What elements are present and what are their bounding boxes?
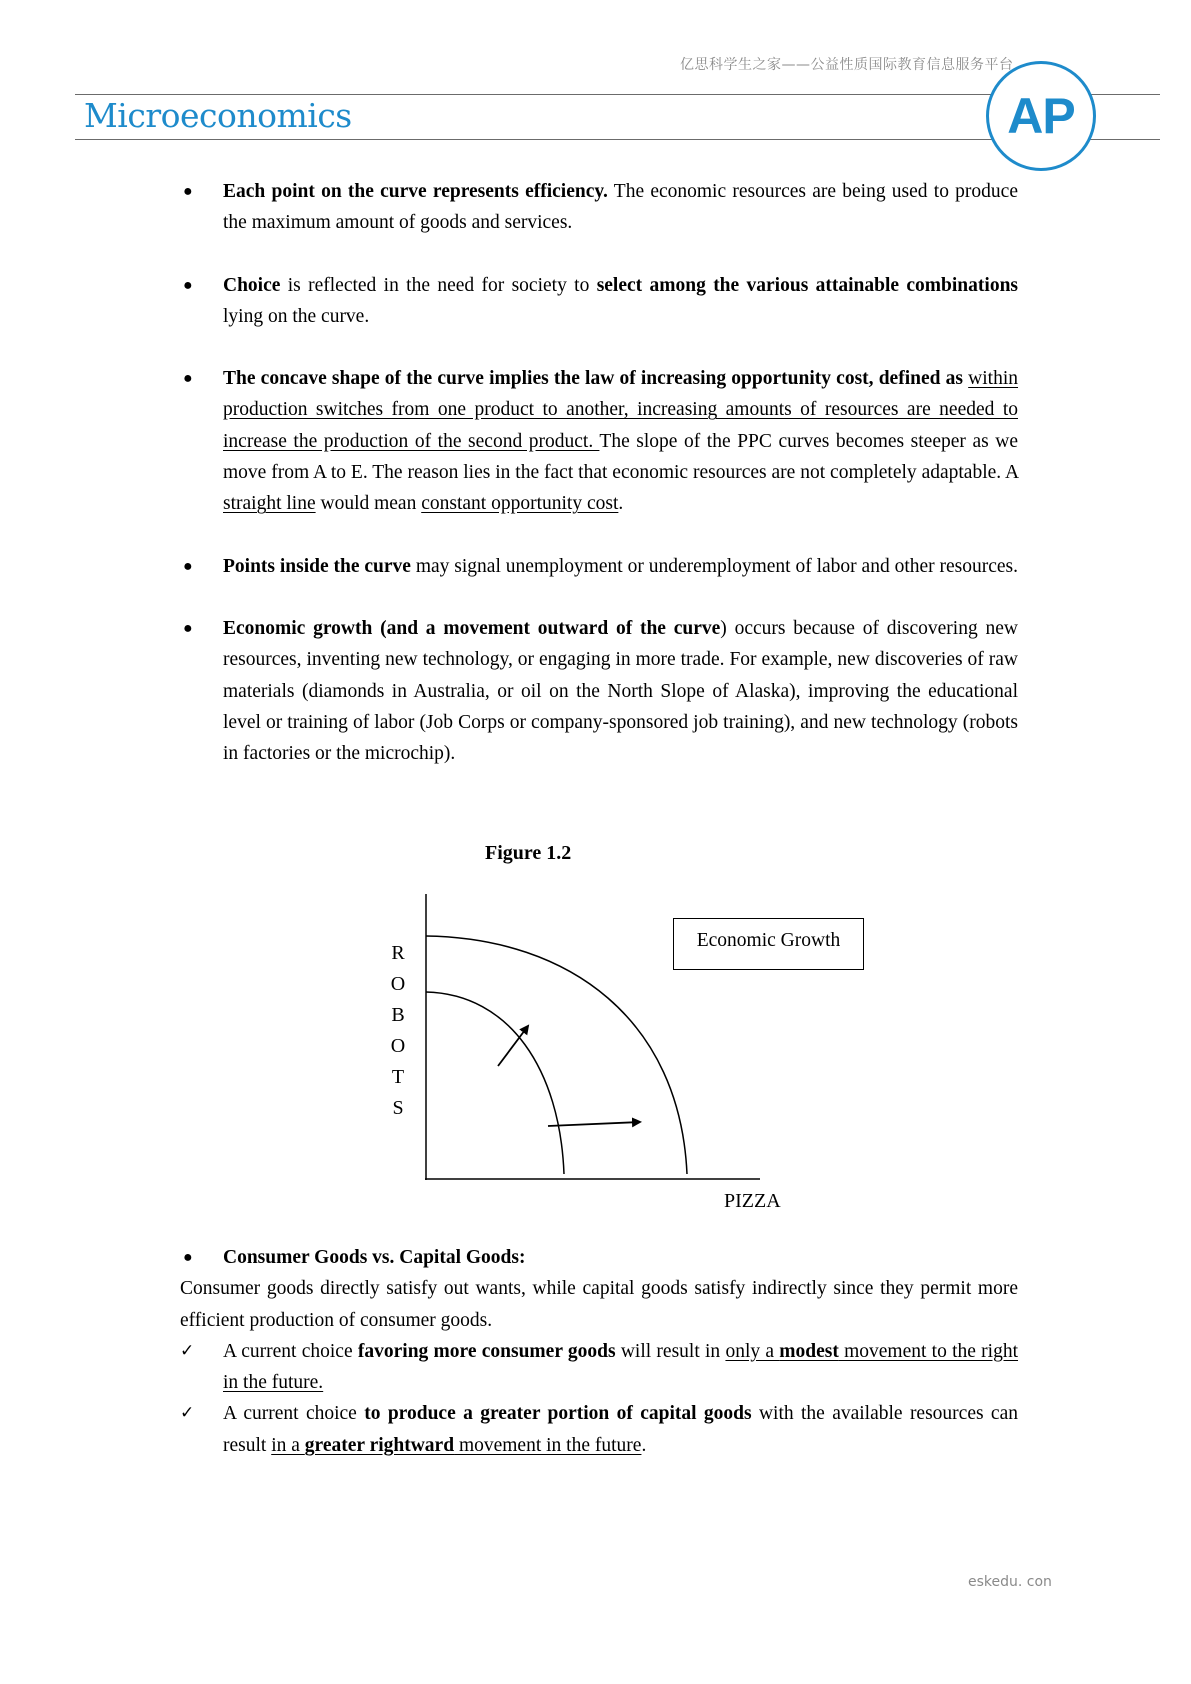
body-text: is reflected in the need for society to	[280, 274, 597, 296]
checkmark-icon: ✓	[180, 1403, 195, 1424]
section-heading-item	[180, 1242, 1018, 1273]
underlined-bold-text	[779, 1341, 839, 1362]
page-title: Microeconomics	[84, 96, 352, 135]
underlined-text: within production switches from one product to another, increasing amounts of resources are needed to increase the production of the second product.	[223, 368, 1019, 452]
section-heading: Consumer Goods vs. Capital Goods:	[223, 1247, 526, 1268]
body-text: The economic resources are being used to produce the maximum amount of goods and services.	[223, 181, 1018, 234]
bullet-icon: ●	[183, 276, 193, 294]
underlined-text: in a	[271, 1434, 305, 1456]
underlined-text: only a	[725, 1340, 780, 1362]
legend-label: Economic Growth	[696, 930, 841, 951]
ppc-diagram	[370, 890, 890, 1230]
ap-badge-logo	[986, 61, 1096, 171]
bold-text: modest	[779, 1340, 839, 1362]
bold-text: select among the various attainable combinations	[596, 274, 1019, 296]
y-axis-label-letter: O	[390, 1035, 406, 1057]
bold-text: to produce a greater portion of capital goods	[364, 1403, 752, 1425]
y-axis-label-letter: T	[391, 1066, 405, 1088]
body-text: A current choice	[223, 1340, 358, 1362]
bullet-icon: ●	[183, 557, 193, 575]
watermark-text: 亿思科学生之家——公益性质国际教育信息服务平台	[680, 57, 1014, 73]
bold-text: Choice	[223, 274, 281, 296]
section-intro: Consumer goods directly satisfy out wants, while capital goods satisfy indirectly since they permit more efficient production of consumer goods.	[180, 1278, 1018, 1331]
bold-text: The concave shape of the curve implies the law of increasing opportunity cost, defined as	[223, 368, 963, 390]
body-text: A current choice	[223, 1403, 365, 1425]
check-item-capital	[180, 1398, 1018, 1461]
bold-text: Economic growth (	[223, 617, 387, 639]
bullet-item-concave-shape	[180, 363, 1018, 519]
inner-ppc-curve	[426, 992, 564, 1174]
figure-title: Figure 1.2	[485, 842, 572, 864]
checkmark-icon: ✓	[180, 1340, 195, 1361]
bullet-icon: ●	[183, 1249, 193, 1266]
bullet-item-inside-curve	[180, 551, 1018, 582]
body-text: .	[641, 1434, 647, 1456]
x-axis-label: PIZZA	[724, 1190, 781, 1212]
underlined-text: constant opportunity cost	[421, 493, 619, 515]
bullet-item-choice	[180, 270, 1018, 333]
bullet-icon: ●	[183, 370, 193, 388]
bold-text: favoring more consumer goods	[357, 1340, 616, 1362]
bullet-icon: ●	[183, 619, 193, 637]
growth-arrow-diagonal	[498, 1026, 528, 1066]
growth-arrow-horizontal	[548, 1122, 640, 1126]
outer-ppc-curve	[426, 936, 687, 1174]
body-text: .	[618, 493, 624, 515]
y-axis-label-letter: R	[391, 942, 405, 964]
underlined-text: straight line	[223, 493, 316, 515]
legend-box	[673, 918, 864, 970]
body-text: with the available resources can result	[223, 1403, 1018, 1456]
bold-text: greater rightward	[304, 1434, 455, 1456]
bullet-item-economic-growth	[180, 613, 1018, 769]
body-text: lying on the curve.	[223, 305, 370, 327]
ap-badge-text: AP	[1007, 88, 1075, 144]
body-text: would mean	[315, 493, 422, 515]
underlined-bold-text	[305, 1435, 454, 1456]
bold-text: and a movement outward of the curve	[386, 617, 721, 639]
bold-text: Points inside the curve	[223, 555, 411, 577]
footer-site-link[interactable]: eskedu. con	[968, 1574, 1052, 1590]
underlined-text: movement in the future	[454, 1434, 642, 1456]
bold-text: Each point on the curve represents efficiency.	[223, 181, 608, 202]
consumer-capital-section	[180, 1242, 1018, 1461]
y-axis-label-letter: O	[390, 973, 406, 995]
y-axis-label-letter: B	[391, 1004, 405, 1026]
underlined-text: movement to the right in the future.	[223, 1340, 1019, 1394]
body-text: The slope of the PPC curves becomes steeper as we move from A to E. The reason lies in the fact that economic resources are not completely adaptable. A	[223, 430, 1018, 484]
bullet-item-efficiency	[180, 176, 1018, 239]
body-text: will result in	[615, 1340, 726, 1362]
body-text: ) occurs because of discovering new resources, inventing new technology, or engaging in more trade. For example, new discoveries of raw materials (diamonds in Australia, or oil on the North Slope of Alaska), improving the educational level or training of labor (Job Corps or company-sponsored job training), and new technology (robots in factories or the microchip).	[223, 617, 1018, 765]
check-item-consumer	[180, 1336, 1018, 1399]
bullet-list	[180, 176, 1018, 800]
body-text: may signal unemployment or underemployment of labor and other resources.	[410, 555, 1019, 577]
y-axis-label-letter: S	[392, 1097, 404, 1119]
bullet-icon: ●	[183, 183, 193, 200]
